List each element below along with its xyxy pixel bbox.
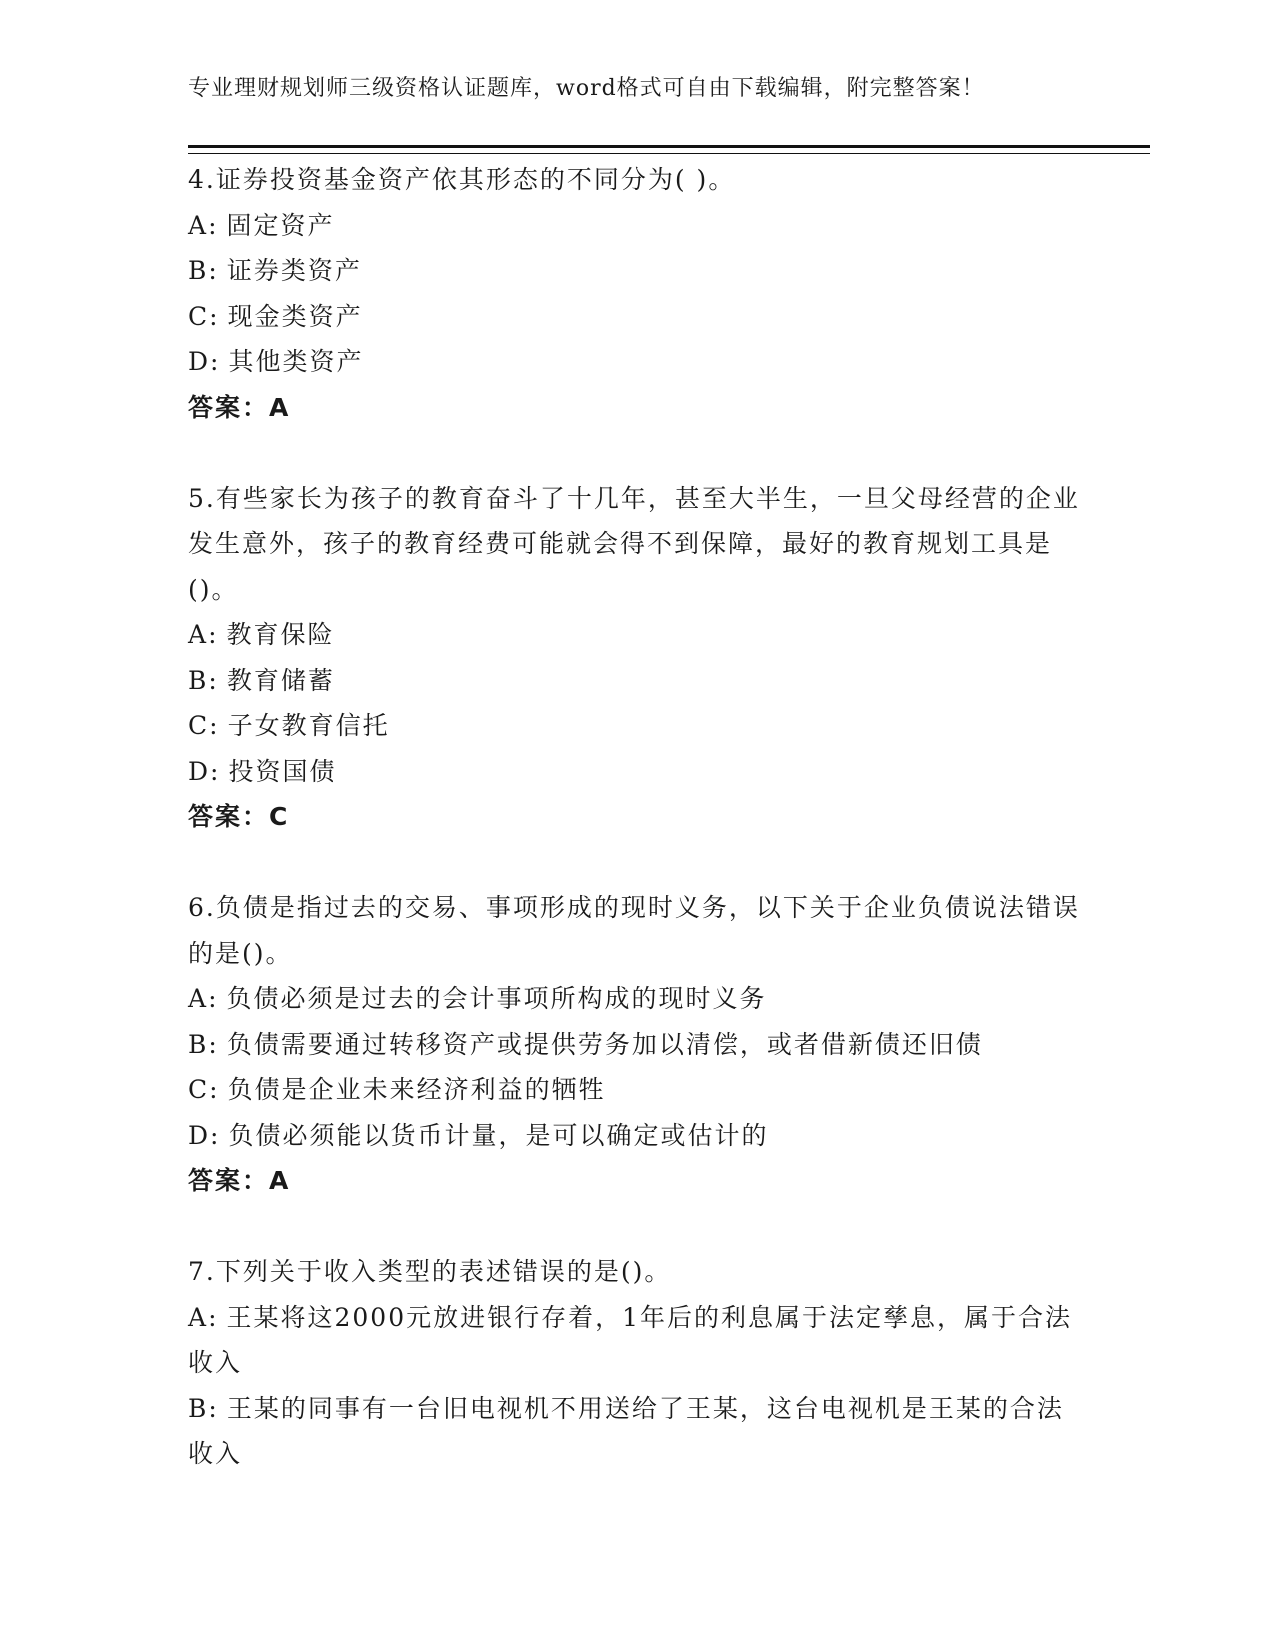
option-c: C: 负债是企业未来经济利益的牺牲 [188, 1067, 1088, 1113]
header-divider [188, 145, 1150, 154]
question-list [188, 157, 1088, 1522]
question-text: 有些家长为孩子的教育奋斗了十几年，甚至大半生，一旦父母经营的企业发生意外，孩子的教育经费可能就会得不到保障，最好的教育规划工具是()。 [188, 483, 1080, 604]
question-number: 4. [188, 165, 216, 194]
option-a: A: 负债必须是过去的会计事项所构成的现时义务 [188, 976, 1088, 1022]
question-text: 负债是指过去的交易、事项形成的现时义务，以下关于企业负债说法错误的是()。 [188, 893, 1080, 968]
option-text: 子女教育信托 [227, 711, 390, 740]
option-letter: B [188, 1029, 209, 1059]
option-letter: B [188, 1393, 209, 1423]
option-text: 固定资产 [226, 210, 335, 240]
question-stem [188, 885, 1088, 976]
option-b: B: 负债需要通过转移资产或提供劳务加以清偿，或者借新债还旧债 [188, 1022, 1088, 1068]
option-letter: A [188, 984, 209, 1013]
question-number: 7. [188, 1257, 216, 1286]
question-4 [188, 157, 1088, 430]
option-text: 负债必须是过去的会计事项所构成的现时义务 [226, 984, 767, 1013]
answer-line [188, 385, 1088, 431]
option-letter: D [188, 1120, 211, 1150]
question-stem [188, 157, 1088, 203]
question-stem [188, 476, 1088, 613]
option-letter: A [188, 210, 209, 240]
question-stem [188, 1249, 1088, 1295]
option-text: 证券类资产 [226, 256, 362, 285]
option-text: 教育保险 [226, 620, 335, 649]
answer-value: C [269, 802, 290, 831]
question-text: 下列关于收入类型的表述错误的是()。 [215, 1257, 672, 1286]
option-text: 其他类资产 [228, 347, 364, 376]
page-header: 专业理财规划师三级资格认证题库，word格式可自由下载编辑，附完整答案！ [188, 76, 985, 101]
option-letter: D [188, 347, 211, 376]
answer-line [188, 1158, 1088, 1204]
option-letter: A [188, 620, 209, 649]
option-c: C: 现金类资产 [188, 294, 1088, 340]
option-a: A: 固定资产 [188, 203, 1088, 249]
question-number: 5. [188, 483, 216, 513]
option-letter: C [188, 301, 210, 331]
answer-label: 答案： [188, 392, 270, 422]
option-text: 现金类资产 [227, 301, 363, 331]
question-text: 证券投资基金资产依其形态的不同分为( )。 [215, 165, 736, 194]
option-d: D: 负债必须能以货币计量，是可以确定或估计的 [188, 1113, 1088, 1159]
answer-line [188, 794, 1088, 840]
option-letter: B [188, 256, 209, 285]
option-letter: D [188, 756, 211, 786]
option-d: D: 投资国债 [188, 749, 1088, 795]
question-number: 6. [188, 893, 216, 922]
option-letter: A [188, 1302, 209, 1332]
option-letter: C [188, 1075, 210, 1104]
option-text: 负债必须能以货币计量，是可以确定或估计的 [228, 1120, 769, 1150]
option-a: A: 王某将这2000元放进银行存着，1年后的利息属于法定孳息，属于合法收入 [188, 1295, 1088, 1386]
option-c: C: 子女教育信托 [188, 703, 1088, 749]
option-b: B: 教育储蓄 [188, 658, 1088, 704]
option-b: B: 王某的同事有一台旧电视机不用送给了王某，这台电视机是王某的合法收入 [188, 1386, 1088, 1477]
question-7 [188, 1249, 1088, 1477]
option-text: 投资国债 [228, 756, 337, 786]
answer-label: 答案： [188, 1166, 270, 1195]
option-text: 教育储蓄 [226, 665, 335, 695]
option-letter: B [188, 665, 209, 695]
answer-label: 答案： [188, 802, 270, 831]
option-text: 王某将这2000元放进银行存着，1年后的利息属于法定孳息，属于合法收入 [188, 1302, 1073, 1377]
question-6 [188, 885, 1088, 1204]
option-text: 负债需要通过转移资产或提供劳务加以清偿，或者借新债还旧债 [226, 1029, 983, 1059]
option-text: 负债是企业未来经济利益的牺牲 [227, 1075, 606, 1104]
answer-value: A [269, 1166, 291, 1195]
answer-value: A [269, 392, 291, 422]
option-letter: C [188, 711, 210, 740]
option-a: A: 教育保险 [188, 612, 1088, 658]
option-b: B: 证券类资产 [188, 248, 1088, 294]
option-d: D: 其他类资产 [188, 339, 1088, 385]
option-text: 王某的同事有一台旧电视机不用送给了王某，这台电视机是王某的合法收入 [188, 1393, 1064, 1468]
question-5 [188, 476, 1088, 840]
